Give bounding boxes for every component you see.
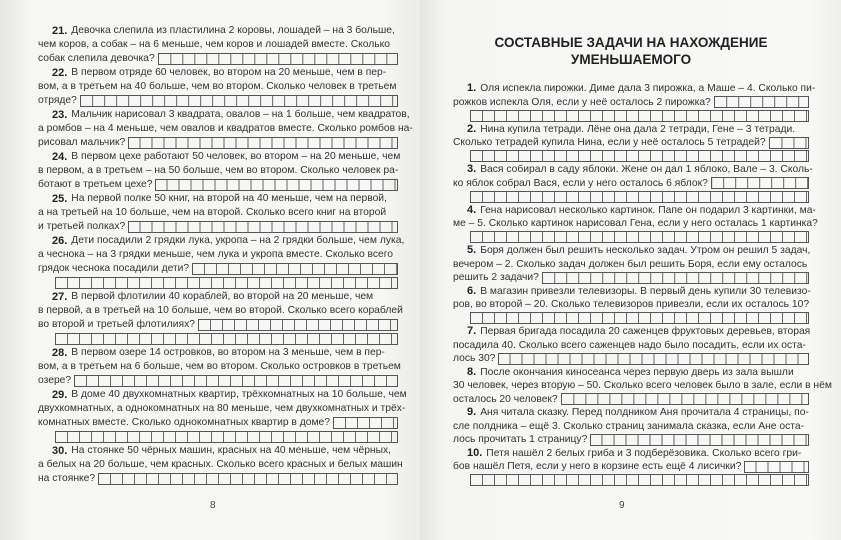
problem-line (38, 360, 401, 374)
problem-text: В первом цехе работают 50 человек, во втором – на 20 меньше, чем (71, 151, 401, 162)
problem (453, 163, 813, 204)
problem (38, 108, 413, 150)
problem (453, 365, 832, 407)
problem-line (453, 474, 809, 488)
problem-text: Дети посадили 2 грядки лука, укропа – на 2 грядки больше, чем лука, (71, 235, 405, 246)
problem-number: 5. (467, 244, 477, 256)
problem-text: а на третьей на 10 больше, чем на второй. Сколько всего книг на второй (38, 207, 387, 218)
problem (453, 244, 809, 285)
problem-line (38, 38, 398, 52)
title-line: УМЕНЬШАЕМОГО (570, 52, 692, 67)
problem-text: решить 2 задачи? (453, 272, 539, 283)
problem-line (38, 136, 398, 150)
problem-line (453, 190, 809, 204)
problem-line (38, 24, 398, 38)
problem-number: 9. (467, 406, 477, 418)
problem-line (453, 460, 809, 474)
problem-line (38, 388, 407, 402)
answer-grid[interactable] (198, 319, 398, 331)
answer-grid[interactable] (74, 375, 398, 387)
problem-text: ботают в третьем цехе? (38, 179, 153, 190)
problem-line (453, 420, 809, 434)
problem-text: отряде? (38, 95, 77, 106)
problem-text: Гена нарисовал несколько картинок. Папе он подарил 3 картинки, ма- (480, 204, 816, 216)
problem-text: вом, а в третьем на 6 больше, чем во втором. Сколько островков в третьем (38, 361, 401, 372)
page-number: 9 (619, 500, 625, 511)
problem-line (453, 244, 809, 258)
problem-text: В первой флотилии 40 кораблей, во второй на 20 меньше, чем (71, 291, 374, 302)
answer-grid[interactable] (128, 221, 398, 233)
problem-text: 30 человек, через вторую – 50. Сколько всего человек было в зале, если в нём (453, 380, 832, 391)
problem-number: 3. (467, 163, 477, 175)
problem-text: На стоянке 50 чёрных машин, красных на 40 меньше, чем чёрных, (71, 445, 392, 456)
problem-text: бов нашёл Петя, если у него в корзине есть ещё 4 лисички? (453, 461, 742, 472)
problem-text: осталось 20 человек? (453, 393, 558, 405)
problem-line (38, 108, 410, 122)
answer-grid[interactable] (498, 353, 809, 365)
answer-grid[interactable] (80, 95, 398, 107)
problem-line (453, 258, 809, 272)
problem-line (38, 164, 398, 178)
problem-line (38, 262, 398, 276)
problem-text: рисовал мальчик? (38, 137, 126, 148)
problem-text: Боря должен был решить несколько задач. Утром он решил 5 задач, (480, 245, 811, 256)
problem-line (453, 285, 809, 299)
answer-grid[interactable] (155, 179, 398, 191)
problem-line (453, 203, 816, 218)
problem-line (38, 430, 398, 444)
problem-text: собак слепила девочка? (38, 53, 155, 64)
problem-text: лось 30? (453, 353, 496, 364)
problem-line (38, 178, 398, 192)
problem-number: 27. (52, 291, 68, 303)
answer-grid[interactable] (590, 434, 809, 446)
problem-line (453, 109, 809, 123)
problem (38, 234, 405, 290)
problem-text: а ромбов – на 4 меньше, чем овалов и квадратов вместе. Сколько ромбов на- (38, 123, 413, 134)
problem-text: посадила 40. Сколько всего саженцев надо было посадить, если их оста- (453, 339, 806, 351)
problem (453, 82, 816, 123)
problem-text: и третьей полках? (38, 221, 126, 232)
problem (453, 203, 818, 245)
problem-number: 1. (467, 82, 477, 94)
problem-text: лось прочитать 1 страницу? (453, 434, 588, 445)
problem-text: рожков испекла Оля, если у неё осталось 2 пирожка? (453, 96, 711, 108)
problem-line (38, 318, 398, 332)
problem-number: 29. (52, 389, 68, 401)
problem-text: В доме 40 двухкомнатных квартир, трёхкомнатных на 10 больше, чем (71, 389, 407, 400)
problem-number: 7. (467, 325, 477, 337)
problem-text: На первой полке 50 книг, на второй на 40 меньше, чем на первой, (71, 193, 387, 204)
problem (38, 346, 401, 388)
problem-list (453, 34, 832, 487)
problem (453, 325, 809, 366)
answer-grid[interactable] (55, 277, 398, 289)
problem (453, 123, 809, 164)
problem-number: 2. (467, 122, 477, 135)
problem-text: ме – 5. Сколько картинок нарисовал Гена, если у него осталась 1 картинка? (453, 218, 818, 229)
problem-number: 22. (52, 67, 68, 79)
problem-line (453, 339, 809, 353)
problem-line (38, 52, 398, 66)
problem-text: Вася собирал в саду яблоки. Жене он дал 1 яблоко, Вале – 3. Сколь- (480, 164, 813, 175)
problem-line (453, 271, 809, 285)
problem-line (453, 352, 809, 366)
problem-line (453, 447, 809, 461)
problem-text: После окончания киносеанса через первую дверь из зала вышли (480, 366, 794, 378)
problem-text: а белых на 20 больше, чем красных. Сколько всего красных и белых машин (38, 459, 403, 470)
problem-number: 10. (467, 446, 483, 459)
answer-grid[interactable] (333, 417, 398, 429)
problem-text: В первом отряде 60 человек, во втором на 20 меньше, чем в пер- (71, 67, 387, 78)
problem-line (453, 366, 809, 380)
page-number: 8 (210, 500, 216, 511)
answer-grid[interactable] (470, 191, 809, 203)
problem-text: на стоянке? (38, 473, 96, 484)
problem-text: в первой, а в третьей на 10 больше, чем во второй. Сколько всего кораблей (38, 305, 403, 316)
problem-list (38, 24, 413, 486)
problem-line (453, 136, 809, 150)
problem (38, 444, 403, 486)
problem-line (38, 94, 398, 108)
problem-text: ко яблок собрал Вася, если у него осталось 6 яблок? (453, 177, 708, 189)
problem-line (38, 234, 405, 248)
problem-line (38, 80, 398, 94)
problem-text: В магазин привезли телевизоры. В первый день купили 30 телевизо- (480, 285, 811, 297)
problem-number: 21. (52, 25, 68, 37)
problem-text: сле полдника – ещё 3. Сколько страниц занимала сказка, если Ане оста- (453, 420, 805, 432)
problem-text: во второй и третьей флотилиях? (38, 319, 195, 330)
problem-line (38, 416, 398, 430)
problem-line (453, 96, 809, 110)
problem-line (453, 231, 809, 245)
problem-line (38, 472, 398, 486)
problem-text: двухкомнатных, а однокомнатных на 80 меньше, чем двухкомнатных и трёх- (38, 403, 406, 414)
problem-line (38, 346, 398, 360)
problem-text: а чеснока – на 3 грядки меньше, чем лука и укропа вместе. Сколько всего (38, 249, 394, 260)
answer-grid[interactable] (128, 137, 398, 149)
answer-grid[interactable] (470, 474, 809, 486)
answer-grid[interactable] (55, 431, 398, 443)
problem-line (453, 217, 818, 231)
problem-line (453, 298, 809, 312)
answer-grid[interactable] (192, 263, 398, 275)
problem-line (453, 150, 809, 164)
problem-text: Первая бригада посадила 20 саженцев фруктовых деревьев, вторая (480, 326, 811, 337)
problem (38, 290, 403, 346)
problem-line (453, 393, 809, 407)
problem-text: Петя нашёл 2 белых гриба и 3 подберёзовика. Сколько всего гри- (486, 447, 802, 459)
problem-text: Мальчик нарисовал 3 квадрата, овалов – на 1 больше, чем квадратов, (71, 109, 410, 120)
answer-grid[interactable] (561, 393, 809, 405)
problem-number: 24. (52, 151, 68, 163)
problem-line (38, 220, 398, 234)
problem-line (38, 444, 398, 458)
problem-line (38, 248, 398, 262)
problem-text: комнатных вместе. Сколько однокомнатных квартир в доме? (38, 417, 331, 428)
problem-line (453, 325, 809, 339)
problem (38, 192, 398, 234)
problem-text: Девочка слепила из пластилина 2 коровы, лошадей – на 3 больше, (71, 25, 395, 36)
problem (453, 447, 809, 488)
problem-line (453, 379, 832, 393)
problem (38, 388, 407, 444)
problem-text: грядок чеснока посадили дети? (38, 263, 190, 274)
problem (38, 66, 398, 108)
problem-text: ров, во второй – 20. Сколько телевизоров привезли, если их осталось 10? (453, 299, 810, 310)
problem-number: 28. (52, 347, 68, 359)
answer-grid[interactable] (744, 461, 809, 473)
problem-text: Оля испекла пирожки. Диме дала 3 пирожка, а Маше – 4. Сколько пи- (480, 83, 816, 94)
answer-grid[interactable] (470, 231, 809, 243)
answer-grid[interactable] (470, 150, 809, 162)
answer-grid[interactable] (55, 333, 398, 345)
answer-grid[interactable] (470, 110, 809, 122)
problem-number: 25. (52, 193, 68, 205)
right-page (420, 0, 841, 540)
problem (453, 406, 809, 447)
problem-line (38, 458, 403, 472)
problem-number: 26. (52, 235, 68, 247)
answer-grid[interactable] (714, 96, 809, 108)
left-page (0, 0, 420, 540)
problem (38, 150, 401, 192)
problem-line (453, 82, 816, 96)
answer-grid[interactable] (711, 177, 809, 189)
problem-line (38, 290, 398, 304)
problem-line (38, 402, 406, 416)
problem-line (38, 192, 398, 206)
problem-number: 8. (467, 365, 477, 378)
title-line: СОСТАВНЫЕ ЗАДАЧИ НА НАХОЖДЕНИЕ (494, 35, 768, 50)
problem-line (38, 332, 398, 346)
problem-text: озере? (38, 375, 72, 386)
problem-line (38, 150, 401, 164)
problem-line (453, 123, 809, 137)
problem-text: вом, а в третьем на 40 больше, чем во втором. Сколько человек в третьем (38, 81, 397, 92)
problem-text: вечером – 2. Сколько задач должен был решить Боря, если ему осталось (453, 258, 808, 270)
problem (38, 24, 398, 66)
problem-number: 23. (52, 109, 68, 121)
problem-number: 4. (467, 203, 477, 216)
problem-line (38, 122, 413, 136)
answer-grid[interactable] (769, 137, 809, 149)
problem-line (38, 66, 398, 80)
problem-line (453, 163, 813, 177)
answer-grid[interactable] (98, 473, 398, 485)
problem (453, 285, 809, 326)
answer-grid[interactable] (158, 53, 398, 65)
problem-text: Аня читала сказку. Перед полдником Аня прочитала 4 страницы, по- (480, 407, 809, 418)
section-title (453, 34, 809, 68)
problem-text: чем коров, а собак – на 6 меньше, чем коров и лошадей вместе. Сколько (38, 39, 390, 50)
problem-text: Сколько тетрадей купила Нина, если у неё осталось 5 тетрадей? (453, 137, 766, 148)
problem-line (38, 374, 398, 388)
problem-line (453, 177, 809, 191)
problem-line (38, 304, 403, 318)
problem-line (38, 276, 398, 290)
problem-line (453, 312, 809, 326)
problem-number: 30. (52, 445, 68, 457)
problem-text: В первом озере 14 островков, во втором на 3 меньше, чем в пер- (71, 347, 385, 358)
problem-number: 6. (467, 284, 477, 297)
problem-text: в первом, а в третьем – на 50 больше, чем во втором. Сколько человек ра- (38, 165, 399, 176)
problem-line (38, 206, 398, 220)
problem-line (453, 433, 809, 447)
problem-line (453, 406, 809, 420)
answer-grid[interactable] (542, 272, 809, 284)
answer-grid[interactable] (470, 312, 809, 324)
problem-text: Нина купила тетради. Лёне она дала 2 тетради, Гене – 3 тетради. (480, 123, 796, 135)
